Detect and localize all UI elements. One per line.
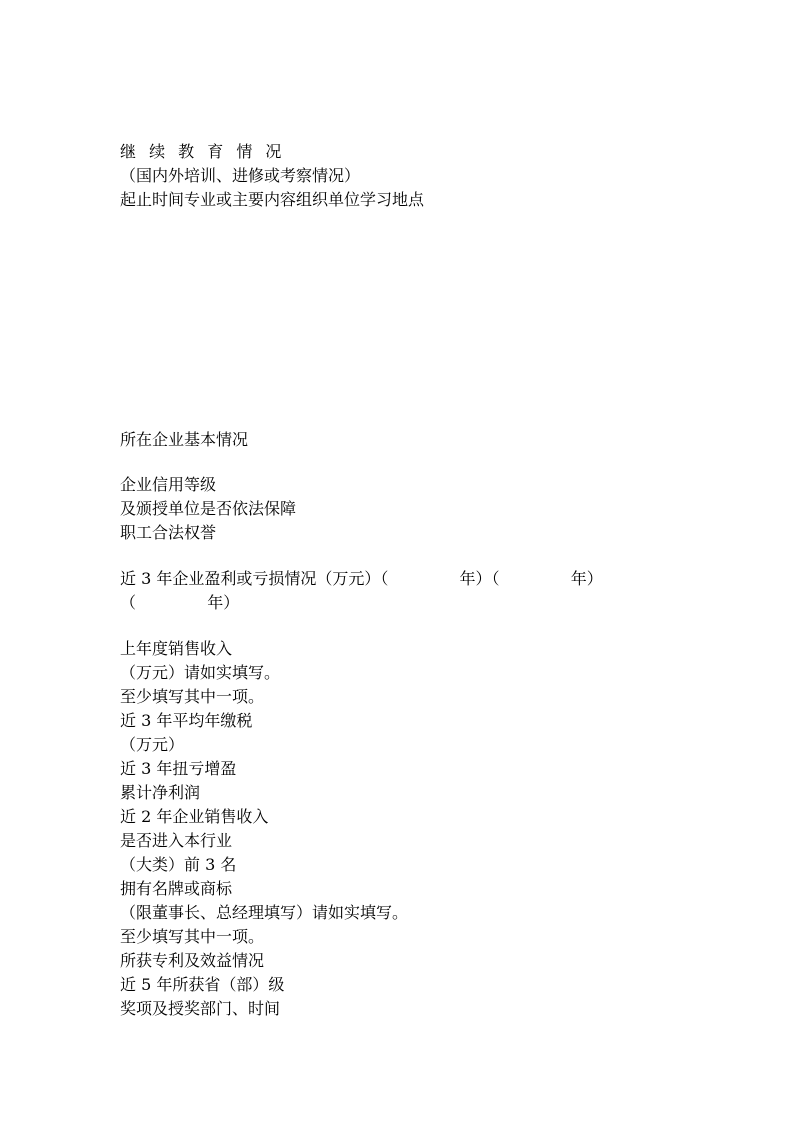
info-line: 所获专利及效益情况 — [120, 951, 265, 970]
info-line: （万元） — [120, 735, 185, 754]
info-line: （万元）请如实填写。 — [120, 663, 281, 682]
info-line: 累计净利润 — [120, 783, 201, 802]
info-line: 近 3 年扭亏增盈 — [120, 759, 237, 778]
info-line: 奖项及授奖部门、时间 — [120, 999, 281, 1018]
profit-line: （ 年） — [120, 593, 240, 612]
continuing-education-subtitle: （国内外培训、进修或考察情况） — [120, 166, 361, 185]
credit-line: 及颁授单位是否依法保障 — [120, 499, 297, 518]
info-line: 近 2 年企业销售收入 — [120, 807, 269, 826]
info-line: 拥有名牌或商标 — [120, 879, 233, 898]
profit-line: 近 3 年企业盈利或亏损情况（万元）（ 年）（ 年） — [120, 569, 603, 588]
info-line: 近 3 年平均年缴税 — [120, 711, 253, 730]
enterprise-basic-heading: 所在企业基本情况 — [120, 430, 249, 449]
info-line: 是否进入本行业 — [120, 831, 233, 850]
info-line: （大类）前 3 名 — [120, 855, 237, 874]
info-line: 上年度销售收入 — [120, 639, 233, 658]
continuing-education-title: 继 续 教 育 情 况 — [120, 142, 286, 161]
credit-line: 企业信用等级 — [120, 475, 217, 494]
info-line: 至少填写其中一项。 — [120, 687, 265, 706]
credit-line: 职工合法权誉 — [120, 523, 217, 542]
continuing-education-columns: 起止时间专业或主要内容组织单位学习地点 — [120, 190, 425, 209]
info-line: 近 5 年所获省（部）级 — [120, 975, 285, 994]
info-line: （限董事长、总经理填写）请如实填写。 — [120, 903, 409, 922]
info-line: 至少填写其中一项。 — [120, 927, 265, 946]
